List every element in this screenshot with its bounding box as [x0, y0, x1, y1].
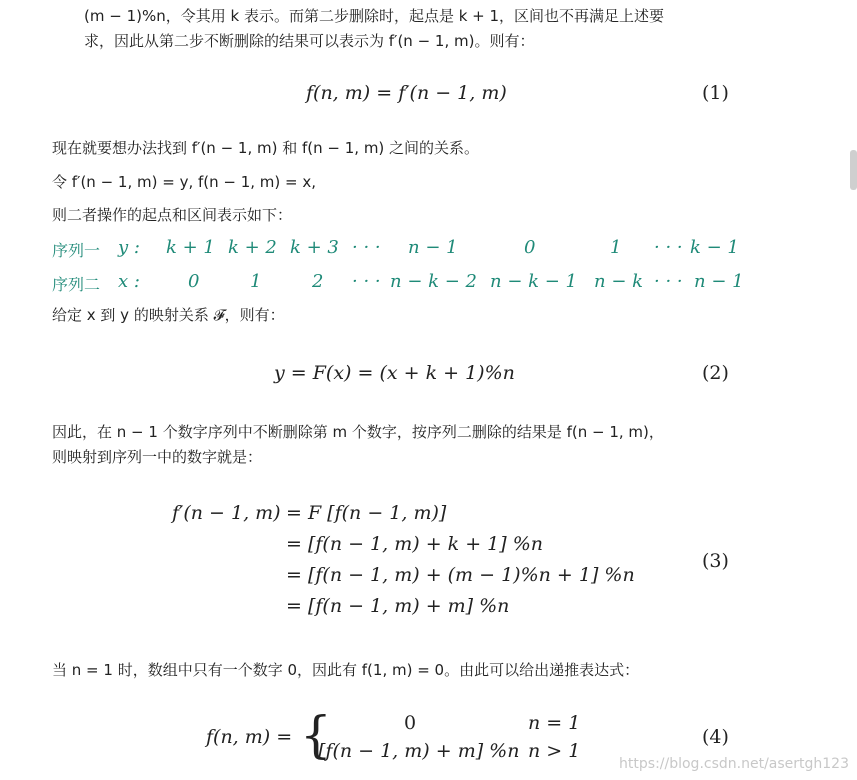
equation-1-number: (1) [702, 82, 729, 104]
equation-3-number: (3) [702, 550, 729, 572]
sequence-two-cell: n − k [594, 271, 644, 292]
sequence-two-label: 序列二 [52, 275, 101, 294]
paragraph-mapping: 给定 x 到 y 的映射关系 𝓕，则有： [52, 306, 285, 324]
sequence-one-cell: 1 [610, 237, 622, 258]
equation-4-case1-cond: n = 1 [528, 712, 581, 734]
paragraph-mapped-number: 则映射到序列一中的数字就是： [52, 448, 263, 466]
intro-line-1: (m − 1)%n，令其用 k 表示。而第二步删除时，起点是 k + 1，区间也不再满足上述要 [84, 7, 665, 25]
equation-4-brace: { [300, 706, 332, 764]
intro-line-2: 求，因此从第二步不断删除的结果可以表示为 f′(n − 1, m)。则有： [84, 32, 535, 50]
equation-1: f(n, m) = f′(n − 1, m) [306, 82, 507, 104]
paragraph-let: 令 f′(n − 1, m) = y, f(n − 1, m) = x, [52, 173, 317, 191]
watermark-url: https://blog.csdn.net/asertgh123 [619, 756, 849, 772]
equation-2: y = F(x) = (x + k + 1)%n [274, 362, 515, 384]
sequence-one-cell: n − 1 [408, 237, 458, 258]
equation-3-line: = [f(n − 1, m) + (m − 1)%n + 1] %n [286, 564, 635, 586]
scrollbar-thumb[interactable] [850, 150, 857, 190]
sequence-two-cell: n − k − 1 [490, 271, 578, 292]
sequence-two-cell: 2 [312, 271, 324, 292]
sequence-one-cell: k + 2 [228, 237, 277, 258]
sequence-two-cell: n − k − 2 [390, 271, 478, 292]
sequence-one-var: y : [118, 237, 140, 258]
equation-2-number: (2) [702, 362, 729, 384]
sequence-one-cell: k + 1 [166, 237, 215, 258]
sequence-two-cell: 0 [188, 271, 200, 292]
sequence-one-cell: 0 [524, 237, 536, 258]
equation-3-line: = F [f(n − 1, m)] [286, 502, 447, 524]
sequence-two-cell: n − 1 [694, 271, 744, 292]
sequence-one-cell: k − 1 [690, 237, 739, 258]
paragraph-therefore: 因此，在 n − 1 个数字序列中不断删除第 m 个数字，按序列二删除的结果是 f(n − 1, m)， [52, 423, 664, 441]
paragraph-start-intervals: 则二者操作的起点和区间表示如下： [52, 206, 293, 224]
equation-4-case2-value: [f(n − 1, m) + m] %n [318, 740, 520, 762]
paragraph-relation: 现在就要想办法找到 f′(n − 1, m) 和 f(n − 1, m) 之间的关系。 [52, 139, 480, 157]
paragraph-base-case: 当 n = 1 时，数组中只有一个数字 0，因此有 f(1, m) = 0。由此可以给出递推表达式： [52, 661, 640, 679]
sequence-two-cell: · · · [352, 271, 381, 292]
sequence-two-cell: 1 [250, 271, 262, 292]
equation-3-line: = [f(n − 1, m) + m] %n [286, 595, 510, 617]
sequence-two-var: x : [118, 271, 140, 292]
sequence-one-label: 序列一 [52, 241, 101, 260]
equation-3-line: = [f(n − 1, m) + k + 1] %n [286, 533, 543, 555]
sequence-one-cell: · · · [352, 237, 381, 258]
equation-4-number: (4) [702, 726, 729, 748]
equation-3-lhs: f′(n − 1, m) [172, 502, 281, 524]
equation-4-case2-cond: n > 1 [528, 740, 581, 762]
equation-4-case1-value: 0 [404, 712, 417, 734]
sequence-one-cell: k + 3 [290, 237, 339, 258]
equation-4-lhs: f(n, m) = [206, 726, 293, 748]
sequence-one-cell: · · · [654, 237, 683, 258]
sequence-two-cell: · · · [654, 271, 683, 292]
